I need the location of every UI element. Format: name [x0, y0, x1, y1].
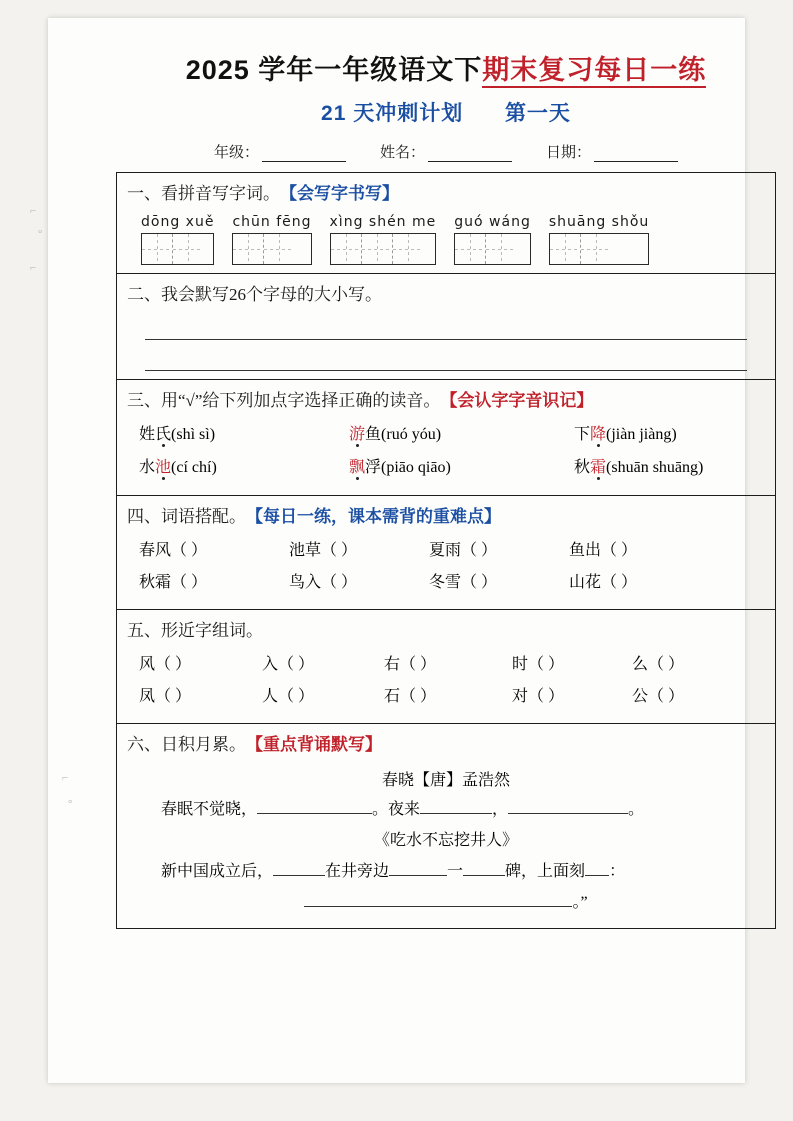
pronunciation-item[interactable]: [574, 454, 703, 477]
scan-mark: °: [38, 228, 43, 240]
poem-blank[interactable]: [420, 799, 492, 814]
grade-blank[interactable]: [262, 147, 346, 162]
section-5-items: [127, 651, 765, 706]
word-build-item[interactable]: 凤（ ）: [139, 688, 192, 705]
grid-cell[interactable]: [393, 234, 423, 264]
section-4-heading: [127, 502, 501, 527]
article-tail: 。”: [572, 894, 588, 911]
article-part-1: 新中国成立后，: [161, 863, 274, 880]
poem-comma: ，: [492, 801, 509, 818]
grid-cell[interactable]: [233, 234, 264, 264]
pronunciation-item[interactable]: [574, 421, 677, 444]
date-blank[interactable]: [594, 147, 678, 162]
writing-grid[interactable]: [141, 233, 214, 265]
char-dotted: 池: [155, 459, 172, 476]
pron-options[interactable]: (shuān shuāng): [606, 459, 704, 476]
pron-options[interactable]: (jiàn jiàng): [606, 426, 677, 443]
section-3-items: [127, 421, 765, 477]
word-build-item[interactable]: 么（ ）: [632, 656, 685, 673]
word-build-item[interactable]: 石（ ）: [384, 688, 437, 705]
section-5-heading: [127, 616, 263, 641]
section-3-row: [139, 421, 765, 444]
article-part-5: ：: [609, 863, 626, 880]
match-item[interactable]: 山花（ ）: [569, 574, 638, 591]
grid-cell[interactable]: [581, 234, 611, 264]
pinyin-group: [330, 214, 437, 265]
section-2-heading: [127, 280, 382, 305]
section-3-row: [139, 454, 765, 477]
grid-cell[interactable]: [331, 234, 362, 264]
section-2: [116, 273, 776, 379]
match-item[interactable]: 春风（ ）: [139, 542, 208, 559]
scan-mark: °: [68, 798, 73, 810]
pinyin-group: [549, 214, 649, 265]
article-tail-line[interactable]: [127, 889, 765, 912]
char-plain: 姓: [139, 426, 156, 443]
match-item[interactable]: 冬雪（ ）: [429, 574, 498, 591]
section-2-title: 二、我会默写26个字母的大小写。: [127, 280, 382, 305]
char-plain: 秋: [574, 459, 591, 476]
char-dotted: 降: [590, 426, 607, 443]
scan-mark: ⌐: [30, 205, 37, 217]
match-item[interactable]: 池草（ ）: [289, 542, 358, 559]
poem-mid: 。夜来: [372, 801, 421, 818]
pinyin-grid-area: [127, 214, 765, 265]
grade-field[interactable]: [214, 141, 346, 162]
article-part-3: 一: [447, 863, 464, 880]
name-field[interactable]: [380, 141, 512, 162]
section-3-tag: 【会认字字音识记】: [440, 391, 594, 410]
char-dotted: 霜: [590, 459, 607, 476]
poem-blank[interactable]: [257, 799, 372, 814]
match-item[interactable]: 秋霜（ ）: [139, 574, 208, 591]
article-blank[interactable]: [585, 861, 609, 876]
writing-grid[interactable]: [454, 233, 531, 265]
section-1-title: 一、看拼音写字词。: [127, 179, 280, 204]
grid-cell[interactable]: [264, 234, 294, 264]
pinyin-text: guó wáng: [454, 214, 531, 230]
char-plain: 下: [574, 426, 591, 443]
article-part-2: 在井旁边: [325, 863, 390, 880]
pinyin-group: [232, 214, 311, 265]
pinyin-text: chūn fēng: [232, 214, 312, 230]
section-1-heading: [127, 179, 399, 204]
article-blank[interactable]: [273, 861, 325, 876]
word-build-item[interactable]: 时（ ）: [512, 656, 565, 673]
grid-cell[interactable]: [142, 234, 173, 264]
char-dotted: 游: [349, 426, 366, 443]
section-4-row: [139, 569, 765, 592]
article-blank[interactable]: [389, 861, 447, 876]
subtitle-day: 第一天: [504, 102, 571, 125]
subtitle-plan: 21 天冲刺计划: [321, 102, 464, 125]
pinyin-text: dōng xuě: [141, 214, 215, 230]
poem-fill-line[interactable]: [127, 796, 765, 819]
section-6-tag: 【重点背诵默写】: [246, 735, 382, 754]
writing-grid[interactable]: [232, 233, 311, 265]
word-build-item[interactable]: 人（ ）: [262, 688, 315, 705]
name-label: 姓名：: [379, 145, 425, 161]
section-3-title: 三、用“√”给下列加点字选择正确的读音。: [127, 386, 440, 411]
date-label: 日期：: [546, 145, 592, 161]
pronunciation-item[interactable]: [349, 421, 574, 444]
section-5-row: [139, 683, 765, 706]
poem-blank[interactable]: [508, 799, 628, 814]
grid-cell[interactable]: [550, 234, 581, 264]
pinyin-group: [454, 214, 531, 265]
section-4-items: [127, 537, 765, 592]
grid-cell[interactable]: [173, 234, 203, 264]
worksheet-sheet: [48, 18, 745, 1083]
section-1: [116, 172, 776, 273]
pronunciation-item[interactable]: [349, 454, 574, 477]
grid-cell[interactable]: [455, 234, 486, 264]
pron-options[interactable]: (cí chí): [171, 459, 217, 476]
pron-options[interactable]: (shì sì): [171, 426, 216, 443]
word-build-item[interactable]: 右（ ）: [384, 656, 437, 673]
pinyin-text: xìng shén me: [329, 214, 437, 230]
char-dotted: 飘: [349, 459, 366, 476]
scan-mark: ⌐: [30, 262, 37, 274]
worksheet-content: [116, 48, 776, 929]
page-subtitle: [116, 97, 776, 127]
article-part-4: 碑，上面刻: [505, 863, 586, 880]
section-4-row: [139, 537, 765, 560]
section-6-heading: [127, 730, 382, 755]
char-plain: 水: [139, 459, 156, 476]
poem-end: 。: [628, 801, 645, 818]
article-blank[interactable]: [304, 892, 572, 907]
article-title: 《吃水不忘挖井人》: [373, 832, 518, 849]
section-3: [116, 379, 776, 495]
answer-line[interactable]: [145, 313, 747, 340]
section-5-title: 五、形近字组词。: [127, 616, 263, 641]
char-plain: 浮: [365, 459, 382, 476]
pinyin-text: shuāng shǒu: [548, 214, 650, 230]
grid-cell[interactable]: [362, 234, 393, 264]
scan-mark: ⌐: [62, 772, 69, 784]
writing-grid[interactable]: [330, 233, 437, 265]
section-6-title: 六、日积月累。: [127, 730, 246, 755]
title-red-part: 期末复习每日一练: [482, 55, 706, 88]
grade-label: 年级：: [213, 145, 259, 161]
article-fill-line[interactable]: [127, 858, 765, 881]
page-title: [116, 48, 776, 87]
pinyin-group: [141, 214, 214, 265]
answer-line[interactable]: [145, 344, 747, 371]
word-build-item[interactable]: 风（ ）: [139, 656, 192, 673]
section-4-tag: 【每日一练，课本需背的重难点】: [246, 507, 501, 526]
section-4: [116, 495, 776, 609]
poem-title: 春晓【唐】孟浩然: [381, 772, 510, 789]
section-1-tag: 【会写字书写】: [280, 184, 399, 203]
word-build-item[interactable]: 对（ ）: [512, 688, 565, 705]
pron-options[interactable]: (ruó yóu): [381, 426, 442, 443]
article-blank[interactable]: [463, 861, 505, 876]
section-5-row: [139, 651, 765, 674]
match-item[interactable]: 鸟入（ ）: [289, 574, 358, 591]
word-build-item[interactable]: 入（ ）: [262, 656, 315, 673]
poem-prefix: 春眠不觉晓，: [161, 801, 258, 818]
title-black-part: 2025 学年一年级语文下: [185, 55, 483, 85]
section-3-heading: [127, 386, 593, 411]
match-item[interactable]: 夏雨（ ）: [429, 542, 498, 559]
char-dotted: 氏: [155, 426, 172, 443]
pron-options[interactable]: (piāo qiāo): [381, 459, 451, 476]
section-5: [116, 609, 776, 723]
student-info-line: [116, 141, 776, 162]
writing-grid[interactable]: [549, 233, 649, 265]
section-6: [116, 723, 776, 929]
word-build-item[interactable]: 公（ ）: [632, 688, 685, 705]
match-item[interactable]: 鱼出（ ）: [569, 542, 638, 559]
section-4-title: 四、词语搭配。: [127, 502, 246, 527]
char-plain: 鱼: [365, 426, 382, 443]
pronunciation-item[interactable]: [139, 454, 349, 477]
pronunciation-item[interactable]: [139, 421, 349, 444]
date-field[interactable]: [546, 141, 678, 162]
name-blank[interactable]: [428, 147, 512, 162]
grid-cell[interactable]: [486, 234, 516, 264]
